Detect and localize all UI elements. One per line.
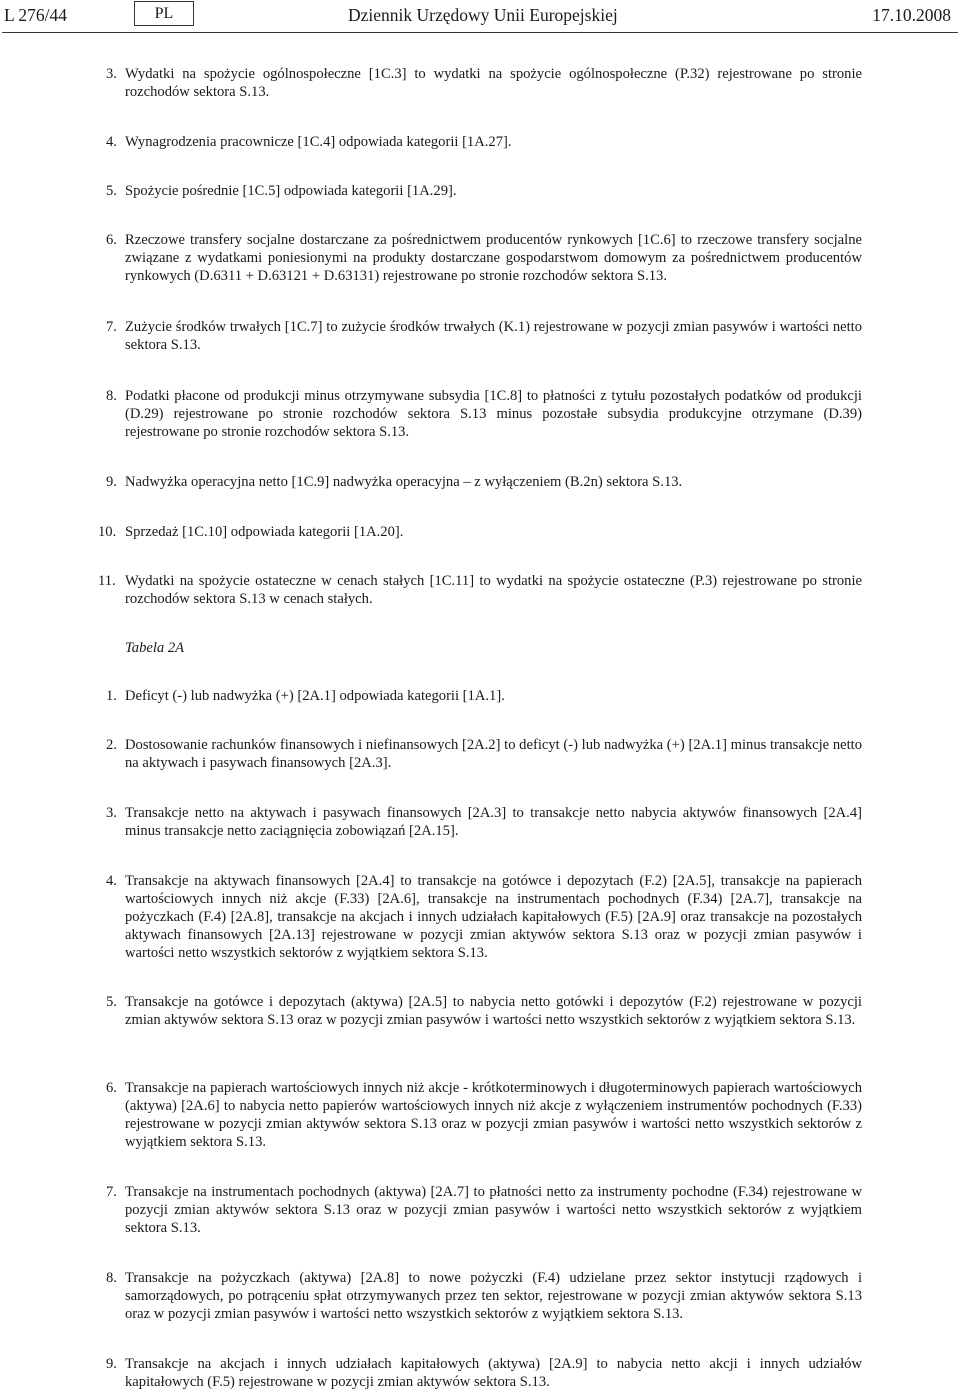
- list-item: [106, 1355, 862, 1391]
- item-number: 2.: [106, 737, 117, 753]
- publication-date: 17.10.2008: [872, 5, 951, 25]
- list-item: [106, 182, 862, 200]
- page-header: [0, 0, 960, 34]
- item-text: Transakcje na papierach wartościowych innych niż akcje - krótkoterminowych i długoterminowych papierach wartościowych (aktywa) [2A.6] to nabycia netto papierów wartościowych innych niż akcje z wyłączeniem instrumentów pochodnych (F.33) rejestrowane w pozycji zmian aktywów sektora S.13 oraz w pozycji zmian pasywów i wartości netto wszystkich sektorów z wyjątkiem sektora S.13.: [125, 1080, 862, 1150]
- list-item: [106, 804, 862, 840]
- item-number: 3.: [106, 805, 117, 821]
- item-text: Wydatki na spożycie ogólnospołeczne [1C.3] to wydatki na spożycie ogólnospołeczne (P.32) rejestrowane po stronie rozchodów sektora S.13.: [125, 66, 862, 100]
- item-number: 8.: [106, 388, 117, 404]
- list-item: [106, 872, 862, 962]
- item-number: 4.: [106, 134, 117, 150]
- list-item: [106, 387, 862, 441]
- journal-title: Dziennik Urzędowy Unii Europejskiej: [348, 5, 618, 25]
- item-number: 8.: [106, 1270, 117, 1286]
- item-text: Transakcje na pożyczkach (aktywa) [2A.8] to nowe pożyczki (F.4) udzielane przez sektor instytucji rządowych i samorządowych, po potrąceniu spłat otrzymywanych przez ten sektor, rejestrowane w pozycji zmian aktywów sektora S.13 oraz w pozycji zmian pasywów i wartości netto wszystkich sektorów z wyjątkiem sektora S.13.: [125, 1270, 862, 1322]
- header-rule: [2, 32, 958, 33]
- list-item: [106, 133, 862, 151]
- item-text: Sprzedaż [1C.10] odpowiada kategorii [1A.20].: [125, 524, 404, 540]
- item-number: 6.: [106, 1080, 117, 1096]
- item-text: Transakcje na aktywach finansowych [2A.4] to transakcje na gotówce i depozytach (F.2) [2A.5], transakcje na papierach wartościowych innych niż akcje (F.33) [2A.6], transakcje na instrumentach pochodnych (F.34) [2A.7], transakcje na pożyczkach (F.4) [2A.8], transakcje na akcjach i innych udziałach kapitałowych (F.5) [2A.9] oraz transakcje na pozostałych aktywach finansowych [2A.13] rejestrowane w pozycji zmian aktywów sektora S.13 oraz w pozycji zmian pasywów i wartości netto wszystkich sektorów z wyjątkiem sektora S.13.: [125, 873, 862, 961]
- list-item: [106, 1183, 862, 1237]
- item-number: 3.: [106, 66, 117, 82]
- item-text: Wydatki na spożycie ostateczne w cenach stałych [1C.11] to wydatki na spożycie ostateczne (P.3) rejestrowane po stronie rozchodów sektora S.13 w cenach stałych.: [125, 573, 862, 607]
- table-title: Tabela 2A: [125, 640, 185, 656]
- item-text: Transakcje na instrumentach pochodnych (aktywa) [2A.7] to płatności netto za instrumenty pochodne (F.34) rejestrowane w pozycji zmian aktywów sektora S.13 oraz w pozycji zmian pasywów i wartości netto wszystkich sektorów z wyjątkiem sektora S.13.: [125, 1184, 862, 1236]
- list-item: [106, 231, 862, 285]
- item-text: Transakcje netto na aktywach i pasywach finansowych [2A.3] to transakcje netto nabycia aktywów finansowych [2A.4] minus transakcje netto zaciągnięcia zobowiązań [2A.15].: [125, 805, 862, 839]
- item-text: Rzeczowe transfery socjalne dostarczane za pośrednictwem producentów rynkowych [1C.6] to rzeczowe transfery socjalne związane z wydatkami poniesionymi na produkty dostarczane gospodarstwom domowym za pośrednictwem producentów rynkowych (D.6311 + D.63121 + D.63131) rejestrowane po stronie rozchodów sektora S.13.: [125, 232, 862, 284]
- list-item: [106, 318, 862, 354]
- item-text: Zużycie środków trwałych [1C.7] to zużycie środków trwałych (K.1) rejestrowane w pozycji zmian pasywów i wartości netto sektora S.13.: [125, 319, 862, 353]
- list-item: [106, 993, 862, 1029]
- item-number: 5.: [106, 994, 117, 1010]
- item-number: 4.: [106, 873, 117, 889]
- list-item: [106, 65, 862, 101]
- item-text: Deficyt (-) lub nadwyżka (+) [2A.1] odpowiada kategorii [1A.1].: [125, 688, 505, 704]
- list-item: [106, 736, 862, 772]
- item-text: Transakcje na gotówce i depozytach (aktywa) [2A.5] to nabycia netto gotówki i depozytów (F.2) rejestrowane w pozycji zmian aktywów sektora S.13 oraz w pozycji zmian pasywów i wartości netto wszystkich sektorów z wyjątkiem sektora S.13.: [125, 994, 862, 1028]
- item-number: 10.: [98, 524, 117, 540]
- list-item: [106, 687, 862, 705]
- language-badge: PL: [134, 1, 194, 26]
- item-number: 6.: [106, 232, 117, 248]
- item-text: Podatki płacone od produkcji minus otrzymywane subsydia [1C.8] to płatności z tytułu pozostałych podatków od produkcji (D.29) rejestrowane po stronie rozchodów sektora S.13 minus pozostałe subsydia produkcyjne otrzymane (D.39) rejestrowane po stronie rozchodów sektora S.13.: [125, 388, 862, 440]
- item-text: Spożycie pośrednie [1C.5] odpowiada kategorii [1A.29].: [125, 183, 457, 199]
- item-text: Wynagrodzenia pracownicze [1C.4] odpowiada kategorii [1A.27].: [125, 134, 512, 150]
- item-number: 9.: [106, 1356, 117, 1372]
- list-item: [106, 473, 862, 491]
- item-text: Transakcje na akcjach i innych udziałach kapitałowych (aktywa) [2A.9] to nabycia netto akcji i innych udziałów kapitałowych (F.5) rejestrowane w pozycji zmian aktywów sektora S.13.: [125, 1356, 862, 1390]
- list-item: [106, 1269, 862, 1323]
- list-item: [106, 1079, 862, 1151]
- item-number: 1.: [106, 688, 117, 704]
- item-number: 7.: [106, 1184, 117, 1200]
- list-item: [98, 572, 862, 608]
- item-number: 9.: [106, 474, 117, 490]
- item-text: Nadwyżka operacyjna netto [1C.9] nadwyżka operacyjna – z wyłączeniem (B.2n) sektora S.13.: [125, 474, 683, 490]
- item-text: Dostosowanie rachunków finansowych i niefinansowych [2A.2] to deficyt (-) lub nadwyżka (+) [2A.1] minus transakcje netto na aktywach i pasywach finansowych [2A.3].: [125, 737, 862, 771]
- page-number: L 276/44: [4, 5, 68, 25]
- list-item: [98, 523, 862, 541]
- item-number: 11.: [98, 573, 116, 589]
- item-number: 7.: [106, 319, 117, 335]
- item-number: 5.: [106, 183, 117, 199]
